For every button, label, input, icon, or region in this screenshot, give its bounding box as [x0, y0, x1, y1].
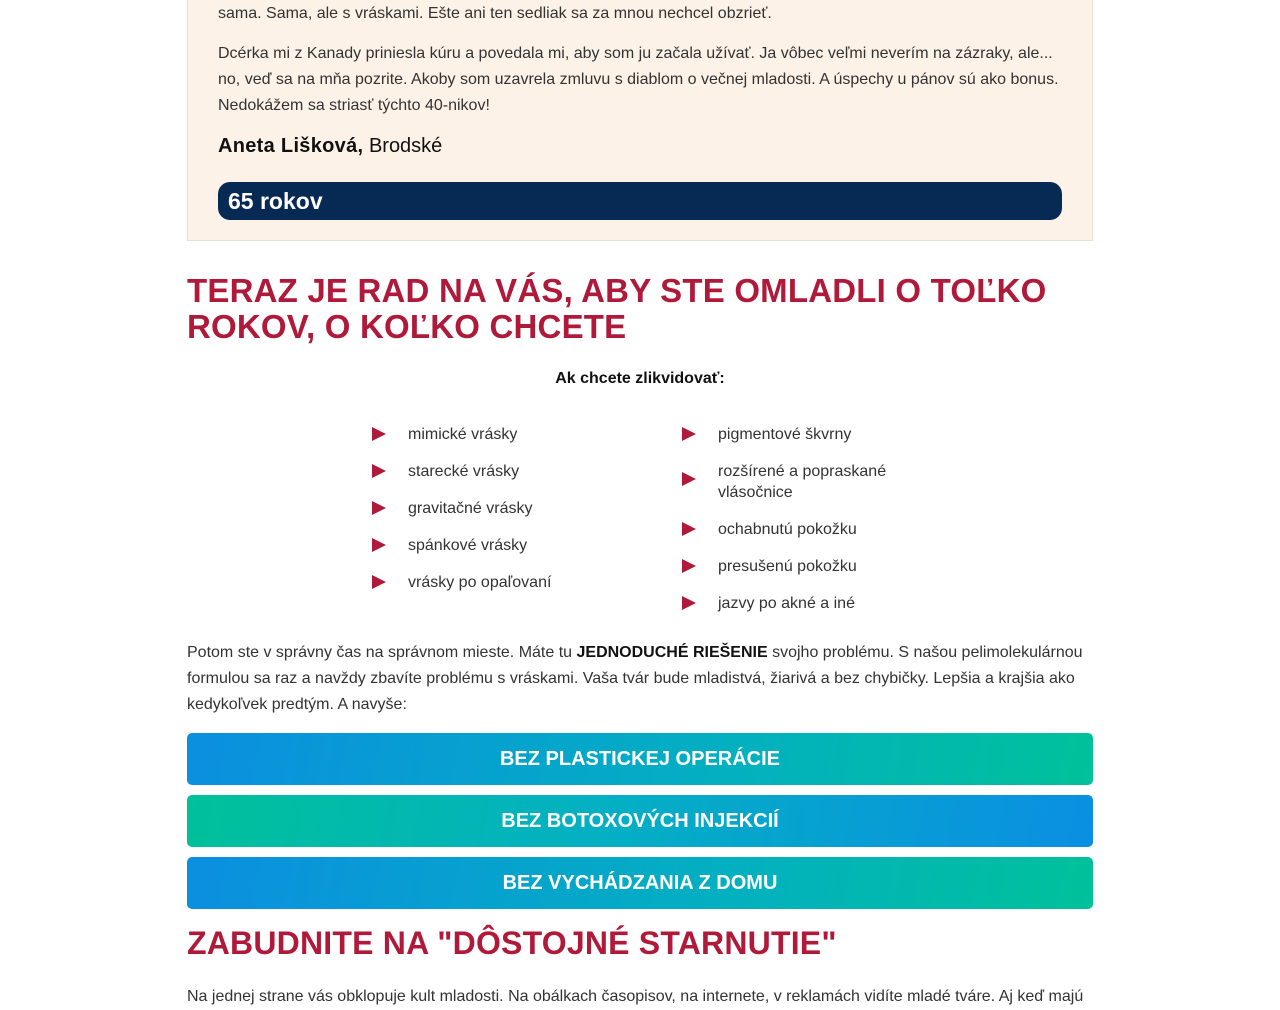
benefit-banner-no-surgery: BEZ PLASTICKEJ OPERÁCIE [187, 733, 1093, 785]
section-heading-aging: ZABUDNITE NA "DÔSTOJNÉ STARNUTIE" [187, 925, 837, 961]
age-badge: 65 rokov [218, 182, 1062, 220]
testimonial-text-top: sama. Sama, ale s vráskami. Ešte ani ten sedliak sa za mnou nechcel obzrieť. [218, 5, 772, 22]
red-triangle-bullet-icon [372, 538, 386, 552]
benefit-banner-no-leaving-home: BEZ VYCHÁDZANIA Z DOMU [187, 857, 1093, 909]
highlight-text: JEDNODUCHÉ RIEŠENIE [576, 644, 768, 661]
red-triangle-bullet-icon [372, 501, 386, 515]
list-item: mimické vrásky [372, 424, 652, 461]
red-triangle-bullet-icon [682, 596, 696, 610]
problem-list-left [372, 424, 652, 609]
list-item: presušenú pokožku [682, 556, 922, 593]
list-item: vrásky po opaľovaní [372, 572, 652, 609]
red-triangle-bullet-icon [372, 427, 386, 441]
red-triangle-bullet-icon [682, 427, 696, 441]
list-item: starecké vrásky [372, 461, 652, 498]
red-triangle-bullet-icon [682, 522, 696, 536]
list-item: pigmentové škvrny [682, 424, 922, 461]
list-item: rozšírené a popraskané vlásočnice [682, 461, 922, 519]
author-name: Aneta Lišková, [218, 135, 364, 157]
red-triangle-bullet-icon [682, 472, 696, 486]
red-triangle-bullet-icon [372, 575, 386, 589]
list-subheading: Ak chcete zlikvidovať: [555, 370, 725, 387]
author-city: Brodské [368, 135, 443, 157]
red-triangle-bullet-icon [682, 559, 696, 573]
section-text: Na jednej strane vás obklopuje kult mladosti. Na obálkach časopisov, na internete, v reklamách vidíte mladé tváre. Aj keď majú [187, 988, 1084, 1005]
problem-list-right [682, 424, 922, 630]
intro-paragraph: Potom ste v správny čas na správnom mieste. Máte tu JEDNODUCHÉ RIEŠENIE svojho problému. S našou pelimolekulárnou formulou sa raz a navždy zbavíte problému s vráskami. Vaša tvár bude mladistvá, žiarivá a bez chybičky. Lepšia a krajšia ako kedykoľvek predtým. A navyše: [187, 644, 1083, 713]
testimonial-author [218, 135, 442, 158]
section-heading: TERAZ JE RAD NA VÁS, ABY STE OMLADLI O TOĽKO ROKOV, O KOĽKO CHCETE [187, 272, 1047, 345]
benefit-banner-no-botox: BEZ BOTOXOVÝCH INJEKCIÍ [187, 795, 1093, 847]
list-item: spánkové vrásky [372, 535, 652, 572]
list-item: ochabnutú pokožku [682, 519, 922, 556]
list-item: jazvy po akné a iné [682, 593, 922, 630]
list-item: gravitačné vrásky [372, 498, 652, 535]
red-triangle-bullet-icon [372, 464, 386, 478]
testimonial-text: Dcérka mi z Kanady priniesla kúru a povedala mi, aby som ju začala užívať. Ja vôbec veľmi neverím na zázraky, ale... no, veď sa na mňa pozrite. Akoby som uzavrela zmluvu s diablom o večnej mladosti. A úspechy u pánov sú ako bonus. Nedokážem sa striasť týchto 40-nikov! [218, 45, 1059, 114]
